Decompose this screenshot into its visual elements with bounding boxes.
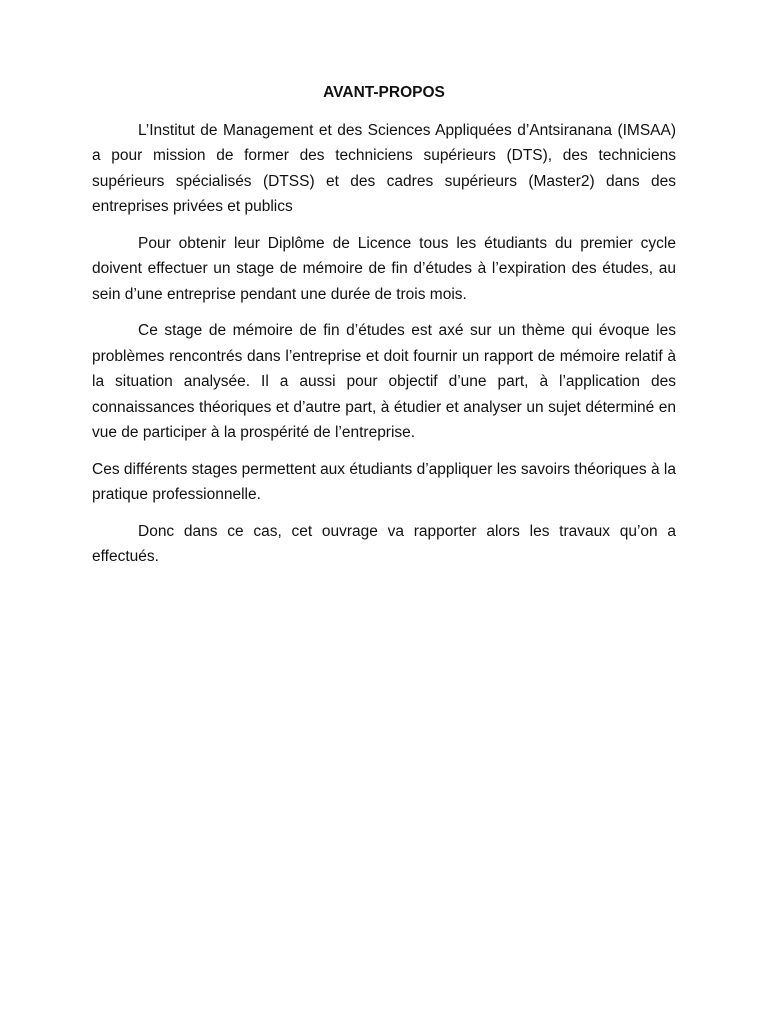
paragraph-licence: Pour obtenir leur Diplôme de Licence tous les étudiants du premier cycle doivent effectuer un stage de mémoire de fin d’études à l’expiration des études, au sein d’une entreprise pendant une durée de trois mois. (92, 234, 676, 303)
page-title: AVANT-PROPOS (323, 84, 445, 101)
paragraph-mission: L’Institut de Management et des Sciences Appliquées d’Antsiranana (IMSAA) a pour mission de former des techniciens supérieurs (DTS), des techniciens supérieurs spécialisés (DTSS) et des cadres supérieurs (Master2) dans des entreprises privées et publics (92, 121, 676, 215)
paragraph-stages-pratique: Ces différents stages permettent aux étudiants d’appliquer les savoirs théoriques à la pratique professionnelle. (92, 460, 676, 503)
page-content (92, 80, 676, 581)
paragraph-conclusion: Donc dans ce cas, cet ouvrage va rapporter alors les travaux qu’on a effectués. (92, 522, 676, 565)
paragraph-stage-theme: Ce stage de mémoire de fin d’études est axé sur un thème qui évoque les problèmes rencontrés dans l’entreprise et doit fournir un rapport de mémoire relatif à la situation analysée. Il a aussi pour objectif d’une part, à l’application des connaissances théoriques et d’autre part, à étudier et analyser un sujet déterminé en vue de participer à la prospérité de l’entreprise. (92, 322, 676, 441)
